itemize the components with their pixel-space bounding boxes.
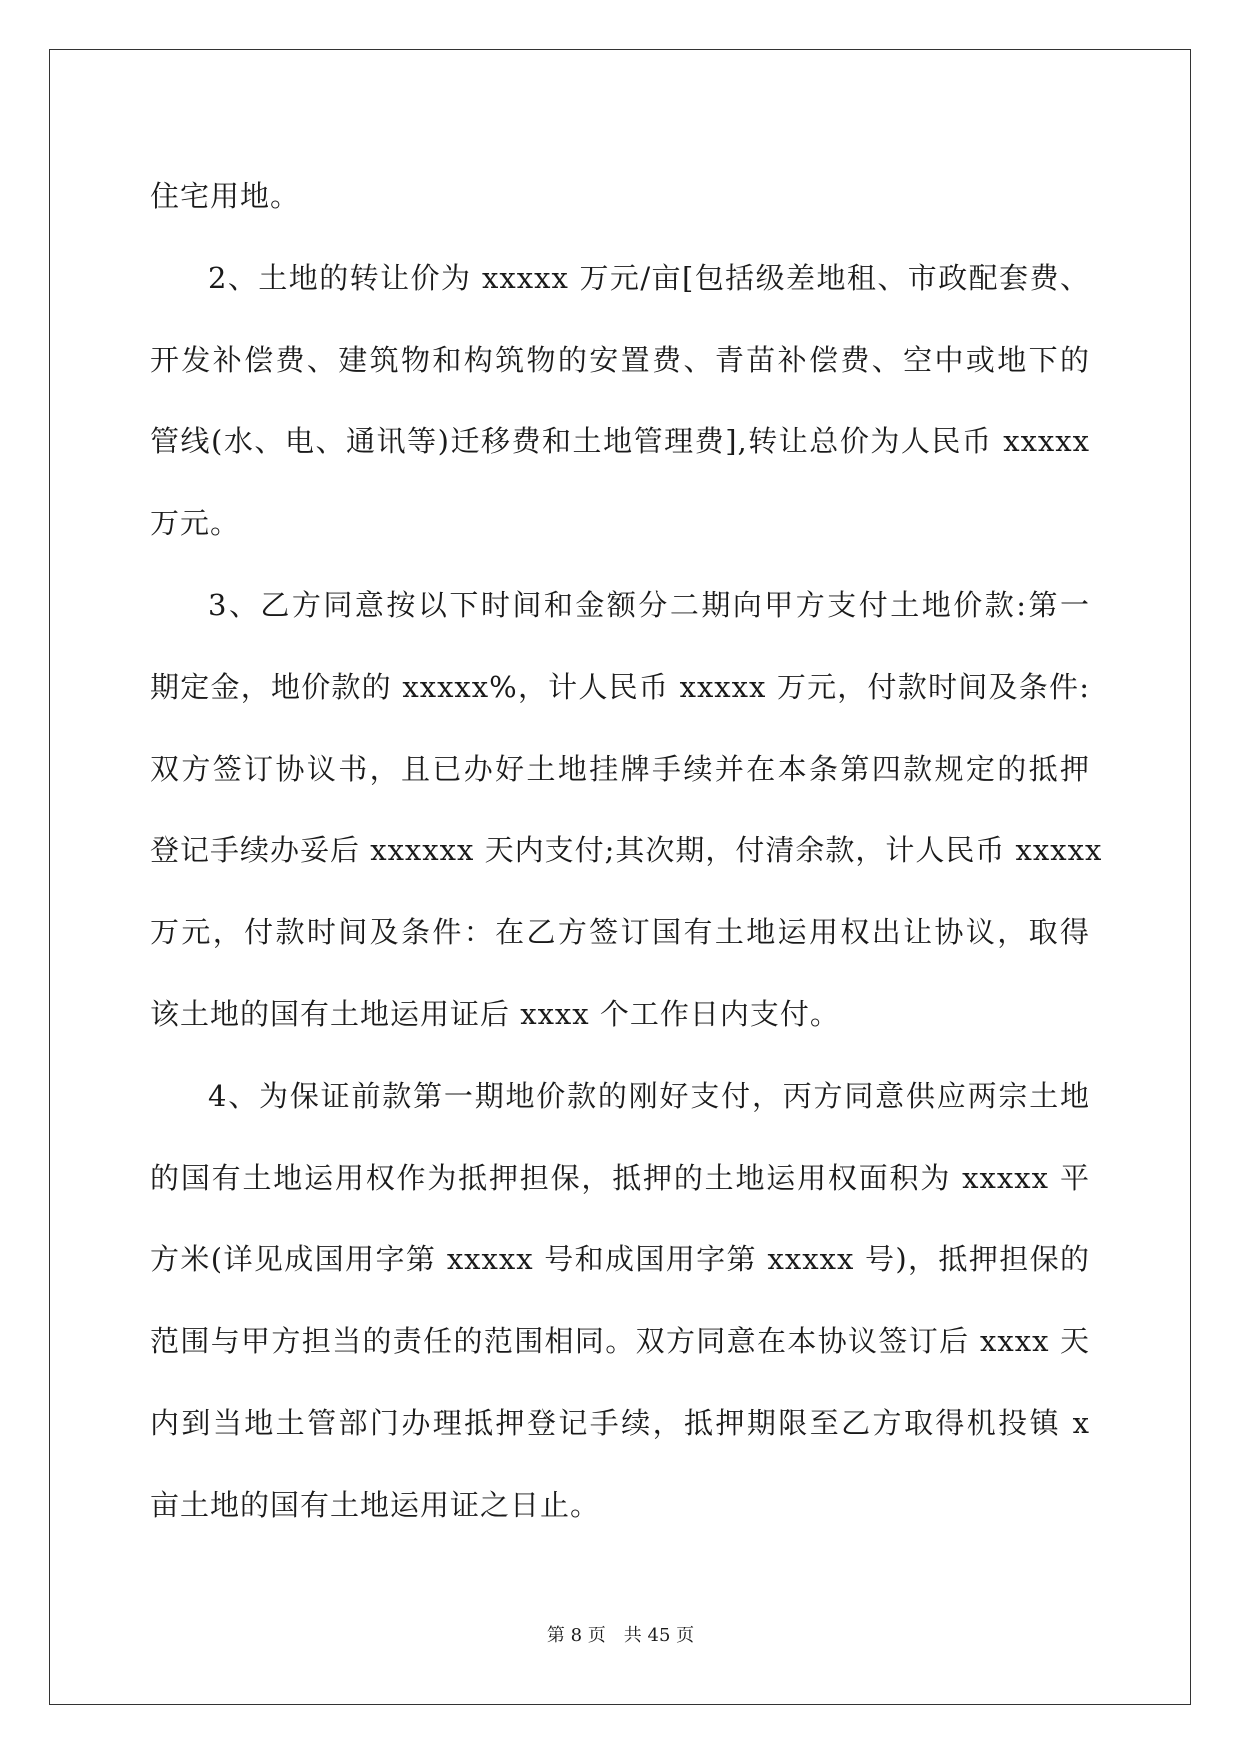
text-line: 2、土地的转让价为 xxxxx 万元/亩[包括级差地租、市政配套费、 bbox=[208, 260, 1090, 295]
page-total: 共 45 页 bbox=[623, 1625, 695, 1646]
page-number: 第 8 页 bbox=[546, 1625, 606, 1646]
text-line: 开发补偿费、建筑物和构筑物的安置费、青苗补偿费、空中或地下的 bbox=[150, 342, 1090, 377]
text-line: 方米(详见成国用字第 xxxxx 号和成国用字第 xxxxx 号)，抵押担保的 bbox=[150, 1242, 1090, 1277]
page-footer bbox=[0, 1621, 1241, 1647]
text-line: 3、乙方同意按以下时间和金额分二期向甲方支付土地价款:第一 bbox=[208, 587, 1090, 622]
text-line: 该土地的国有土地运用证后 xxxx 个工作日内支付。 bbox=[150, 996, 840, 1031]
text-line: 范围与甲方担当的责任的范围相同。双方同意在本协议签订后 xxxx 天 bbox=[150, 1324, 1090, 1359]
text-line: 内到当地土管部门办理抵押登记手续，抵押期限至乙方取得机投镇 x bbox=[150, 1405, 1090, 1440]
text-line: 万元，付款时间及条件：在乙方签订国有土地运用权出让协议，取得 bbox=[150, 915, 1090, 950]
text-line: 管线(水、电、通讯等)迁移费和土地管理费],转让总价为人民币 xxxxx bbox=[150, 424, 1090, 459]
text-line: 期定金，地价款的 xxxxx%，计人民币 xxxxx 万元，付款时间及条件: bbox=[150, 669, 1090, 704]
text-line: 万元。 bbox=[150, 506, 241, 541]
text-line: 登记手续办妥后 xxxxxx 天内支付;其次期，付清余款，计人民币 xxxxx bbox=[150, 833, 1103, 868]
document-body bbox=[150, 156, 1103, 1547]
text-line: 双方签订协议书，且已办好土地挂牌手续并在本条第四款规定的抵押 bbox=[150, 751, 1090, 786]
text-line: 的国有土地运用权作为抵押担保，抵押的土地运用权面积为 xxxxx 平 bbox=[150, 1160, 1090, 1195]
text-line: 4、为保证前款第一期地价款的刚好支付，丙方同意供应两宗土地 bbox=[208, 1078, 1090, 1113]
text-line: 亩土地的国有土地运用证之日止。 bbox=[150, 1487, 601, 1522]
text-line: 住宅用地。 bbox=[150, 179, 301, 213]
